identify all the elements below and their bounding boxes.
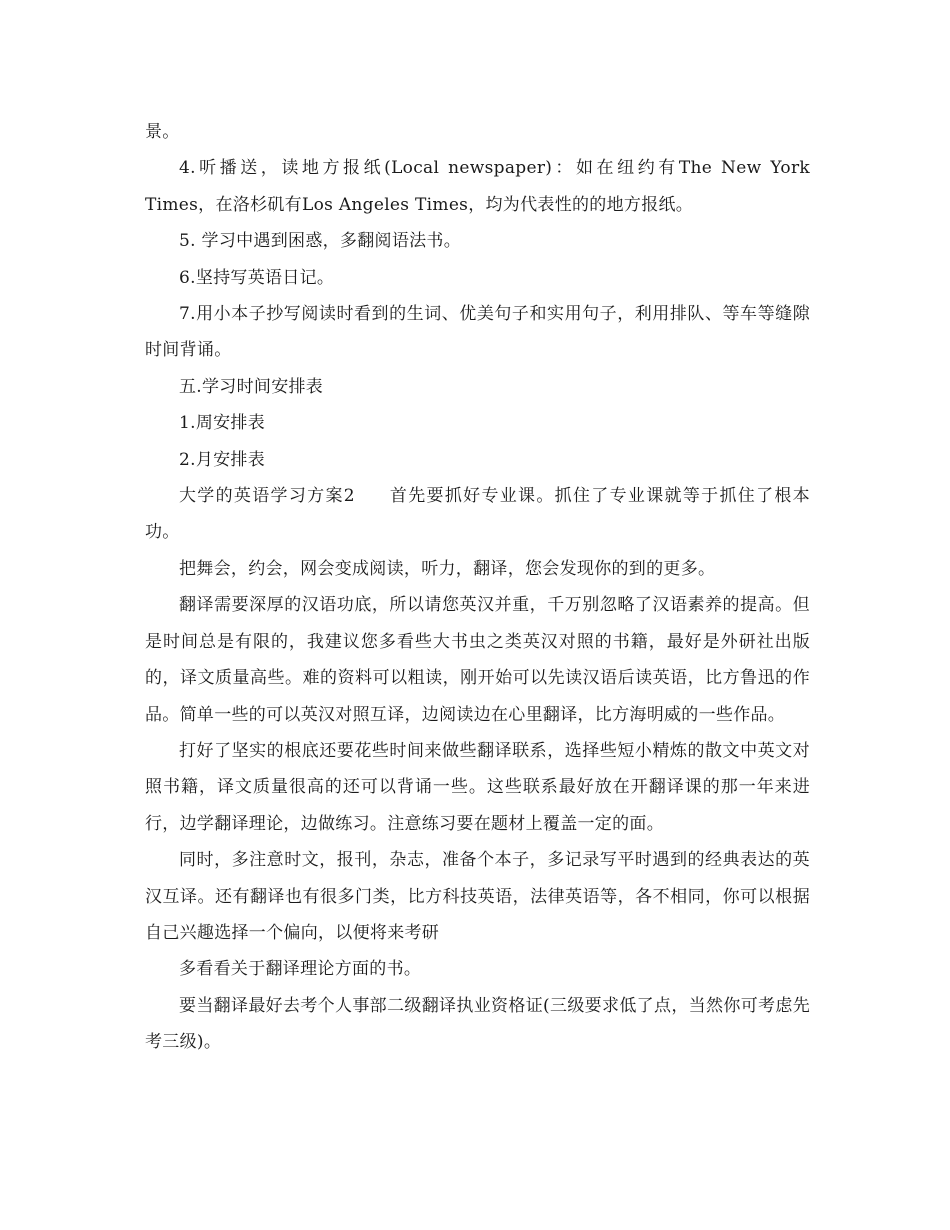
paragraph: 翻译需要深厚的汉语功底，所以请您英汉并重，千万别忽略了汉语素养的提高。但是时间总是有限的，我建议您多看些大书虫之类英汉对照的书籍，最好是外研社出版的，译文质量高些。难的资料可以粗读，刚开始可以先读汉语后读英语，比方鲁迅的作品。简单一些的可以英汉对照互译，边阅读边在心里翻译，比方海明威的一些作品。	[145, 595, 810, 725]
paragraph: 多看看关于翻译理论方面的书。	[179, 959, 422, 980]
paragraph: 5. 学习中遇到困惑，多翻阅语法书。	[179, 231, 462, 252]
paragraph: 同时，多注意时文，报刊，杂志，准备个本子，多记录写平时遇到的经典表达的英汉互译。还有翻译也有很多门类，比方科技英语，法律英语等，各不相同，你可以根据自己兴趣选择一个偏向，以便将来考研	[145, 850, 810, 943]
list-item: 1.周安排表	[179, 413, 266, 434]
section-heading: 五.学习时间安排表	[179, 376, 324, 397]
paragraph-text: 首先要抓好专业课。抓住了专业课就等于抓住了根本功。	[145, 486, 810, 543]
paragraph: 打好了坚实的根底还要花些时间来做些翻译联系，选择些短小精炼的散文中英文对照书籍，译文质量很高的还可以背诵一些。这些联系最好放在开翻译课的那一年来进行，边学翻译理论，边做练习。注意练习要在题材上覆盖一定的面。	[145, 740, 810, 834]
paragraph: 要当翻译最好去考个人事部二级翻译执业资格证(三级要求低了点，当然你可考虑先考三级)。	[145, 995, 810, 1053]
paragraph: 把舞会，约会，网会变成阅读，听力，翻译，您会发现你的到的更多。	[179, 558, 716, 579]
paragraph: 6.坚持写英语日记。	[179, 267, 335, 288]
inline-title: 大学的英语学习方案2	[179, 486, 355, 507]
paragraph: 景。	[145, 122, 180, 142]
paragraph-with-title	[145, 478, 810, 551]
paragraph: 7.用小本子抄写阅读时看到的生词、优美句子和实用句子，利用排队、等车等缝隙时间背诵。	[145, 304, 810, 361]
list-item: 2.月安排表	[179, 449, 266, 470]
paragraph: 4.听播送，读地方报纸(Local newspaper)：如在纽约有The New York Times，在洛杉矶有Los Angeles Times，均为代表性的的地方报纸。	[145, 158, 810, 215]
document-body	[145, 114, 810, 1061]
